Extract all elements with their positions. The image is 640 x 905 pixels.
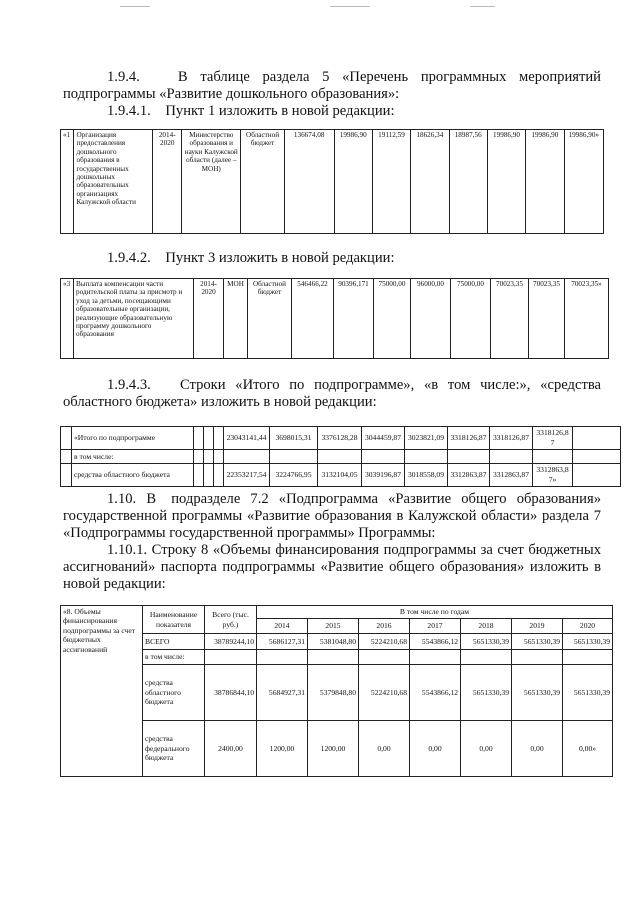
- table-cell: 5651330,39: [512, 634, 563, 650]
- table-cell: 1200,00: [257, 721, 308, 777]
- table-cell: [359, 650, 410, 665]
- table-cell: [533, 450, 573, 464]
- item-name: Организация предоставления дошкольного образования в государственных дошкольных образовательных организациях Калужской области: [74, 130, 153, 234]
- table-cell: 5543866,12: [410, 634, 461, 650]
- table-cell: [257, 650, 308, 665]
- table-cell: 3044459,87: [362, 427, 405, 450]
- paragraph-1-10-1: 1.10.1. Строку 8 «Объемы финансирования подпрограммы за счет бюджетных ассигнований» паспорта подпрограммы «Развитие общего образования» изложить в новой редакции:: [63, 542, 601, 592]
- table-cell: 546466,22: [292, 279, 334, 359]
- table-cell: 3312863,87: [448, 464, 490, 487]
- year-header: 2015: [308, 619, 359, 634]
- table-cell: 19986,90: [487, 130, 525, 234]
- paragraph-1-10: 1.10. В подразделе 7.2 «Подпрограмма «Развитие общего образования» государственной программы «Развитие образования в Калужской области» раздела 7 «Подпрограммы государственной программы» Программы:: [63, 491, 601, 541]
- year-header: 2014: [257, 619, 308, 634]
- col-header-name: Наименование показателя: [143, 606, 205, 634]
- table-cell: 5651330,39: [461, 634, 512, 650]
- table-row: [61, 464, 621, 487]
- table-cell: 0,00: [461, 721, 512, 777]
- table-cell: 3132104,05: [318, 464, 362, 487]
- year-header: 2017: [410, 619, 461, 634]
- table-cell: 70023,35: [491, 279, 529, 359]
- row-total: 38789244,10: [205, 634, 257, 650]
- item-executor: МОН: [224, 279, 248, 359]
- table-cell: [563, 650, 613, 665]
- table-cell: [318, 450, 362, 464]
- paragraph-1-9-4-1: 1.9.4.1. Пункт 1 изложить в новой редакции:: [107, 103, 395, 119]
- table-cell: [362, 450, 405, 464]
- table-cell: 19986,90: [334, 130, 372, 234]
- table-cell: 70023,35: [529, 279, 565, 359]
- col-header-total: Всего (тыс. руб.): [205, 606, 257, 634]
- item-source: Областной бюджет: [241, 130, 285, 234]
- table-cell: [448, 450, 490, 464]
- year-header: 2018: [461, 619, 512, 634]
- table-cell: 5686127,31: [257, 634, 308, 650]
- table-cell: 3023821,09: [405, 427, 448, 450]
- scan-artifact: [330, 6, 370, 7]
- table-cell: [405, 450, 448, 464]
- table-cell: 3224766,95: [270, 464, 318, 487]
- row-label: в том числе:: [72, 450, 194, 464]
- item-number: «3: [61, 279, 74, 359]
- table-cell: 18987,56: [449, 130, 487, 234]
- table-cell: 3039196,87: [362, 464, 405, 487]
- table-cell: 5651330,39: [563, 634, 613, 650]
- table-row: [61, 450, 621, 464]
- table-cell: [270, 450, 318, 464]
- paragraph-1-9-4: 1.9.4. В таблице раздела 5 «Перечень программных мероприятий подпрограммы «Развитие дошкольного образования»:: [63, 69, 601, 102]
- table-cell: 5684927,31: [257, 665, 308, 721]
- year-header: 2020: [563, 619, 613, 634]
- col-header-years: В том числе по годам: [257, 606, 613, 619]
- table-cell: 3318126,87: [533, 427, 573, 450]
- table-cell: 5381048,80: [308, 634, 359, 650]
- table-cell: 3312863,87»: [533, 464, 573, 487]
- table-cell: [308, 650, 359, 665]
- table-cell: 22353217,54: [224, 464, 270, 487]
- table-row: [61, 650, 613, 665]
- table-cell: 75000,00: [374, 279, 411, 359]
- item-name: Выплата компенсации части родительской платы за присмотр и уход за детьми, посещающими образовательные организации, реализующие образовательную программу дошкольного образования: [74, 279, 194, 359]
- table-totals: [60, 426, 621, 487]
- table-cell: 96000,00: [411, 279, 451, 359]
- table-cell: 5543866,12: [410, 665, 461, 721]
- table-cell: 136674,08: [284, 130, 334, 234]
- table-cell: 5379848,80: [308, 665, 359, 721]
- row-name: в том числе:: [143, 650, 205, 665]
- row-label: «8. Объемы финансирования подпрограммы за счет бюджетных ассигнований: [61, 606, 143, 777]
- table-row: [61, 721, 613, 777]
- table-cell: 0,00: [359, 721, 410, 777]
- row-label: «Итого по подпрограмме: [72, 427, 194, 450]
- table-cell: [224, 450, 270, 464]
- scan-artifact: [120, 6, 150, 7]
- table-cell: 19986,90»: [564, 130, 604, 234]
- table-financing: [60, 605, 613, 777]
- table-cell: 90396,171: [334, 279, 374, 359]
- table-row: [61, 427, 621, 450]
- table-cell: 0,00: [512, 721, 563, 777]
- item-source: Областной бюджет: [248, 279, 292, 359]
- table-cell: 0,00: [410, 721, 461, 777]
- table-cell: 3318126,87: [448, 427, 490, 450]
- table-cell: 3698015,31: [270, 427, 318, 450]
- table-cell: 3318126,87: [490, 427, 533, 450]
- table-cell: 3018558,09: [405, 464, 448, 487]
- table-cell: 75000,00: [451, 279, 491, 359]
- table-cell: [490, 450, 533, 464]
- table-item-3: [60, 278, 609, 359]
- table-row: [61, 634, 613, 650]
- paragraph-1-9-4-2: 1.9.4.2. Пункт 3 изложить в новой редакции:: [107, 250, 395, 266]
- item-executor: Министерство образования и науки Калужской области (далее – МОН): [182, 130, 241, 234]
- table-cell: 5224210,68: [359, 665, 410, 721]
- table-cell: [512, 650, 563, 665]
- table-row: [61, 665, 613, 721]
- table-cell: 0,00»: [563, 721, 613, 777]
- item-number: «1: [61, 130, 74, 234]
- table-cell: 19986,90: [526, 130, 564, 234]
- row-total: [205, 650, 257, 665]
- table-item-1: [60, 129, 604, 234]
- table-cell: 19112,59: [372, 130, 410, 234]
- table-cell: 18626,34: [411, 130, 449, 234]
- row-total: 2400,00: [205, 721, 257, 777]
- row-name: ВСЕГО: [143, 634, 205, 650]
- table-cell: 1200,00: [308, 721, 359, 777]
- row-label: средства областного бюджета: [72, 464, 194, 487]
- item-period: 2014-2020: [153, 130, 182, 234]
- item-period: 2014-2020: [194, 279, 224, 359]
- table-cell: 3376128,28: [318, 427, 362, 450]
- table-cell: 5651330,39: [563, 665, 613, 721]
- table-cell: [410, 650, 461, 665]
- row-total: 38786844,10: [205, 665, 257, 721]
- table-cell: 5651330,39: [512, 665, 563, 721]
- row-name: средства областного бюджета: [143, 665, 205, 721]
- year-header: 2019: [512, 619, 563, 634]
- table-cell: 5224210,68: [359, 634, 410, 650]
- paragraph-1-9-4-3: 1.9.4.3. Строки «Итого по подпрограмме», «в том числе:», «средства областного бюджета» изложить в новой редакции:: [63, 377, 601, 410]
- table-cell: 3312863,87: [490, 464, 533, 487]
- table-cell: [461, 650, 512, 665]
- year-header: 2016: [359, 619, 410, 634]
- table-cell: 70023,35»: [565, 279, 609, 359]
- table-cell: 5651330,39: [461, 665, 512, 721]
- row-name: средства федерального бюджета: [143, 721, 205, 777]
- scan-artifact: [470, 6, 495, 7]
- table-cell: 23043141,44: [224, 427, 270, 450]
